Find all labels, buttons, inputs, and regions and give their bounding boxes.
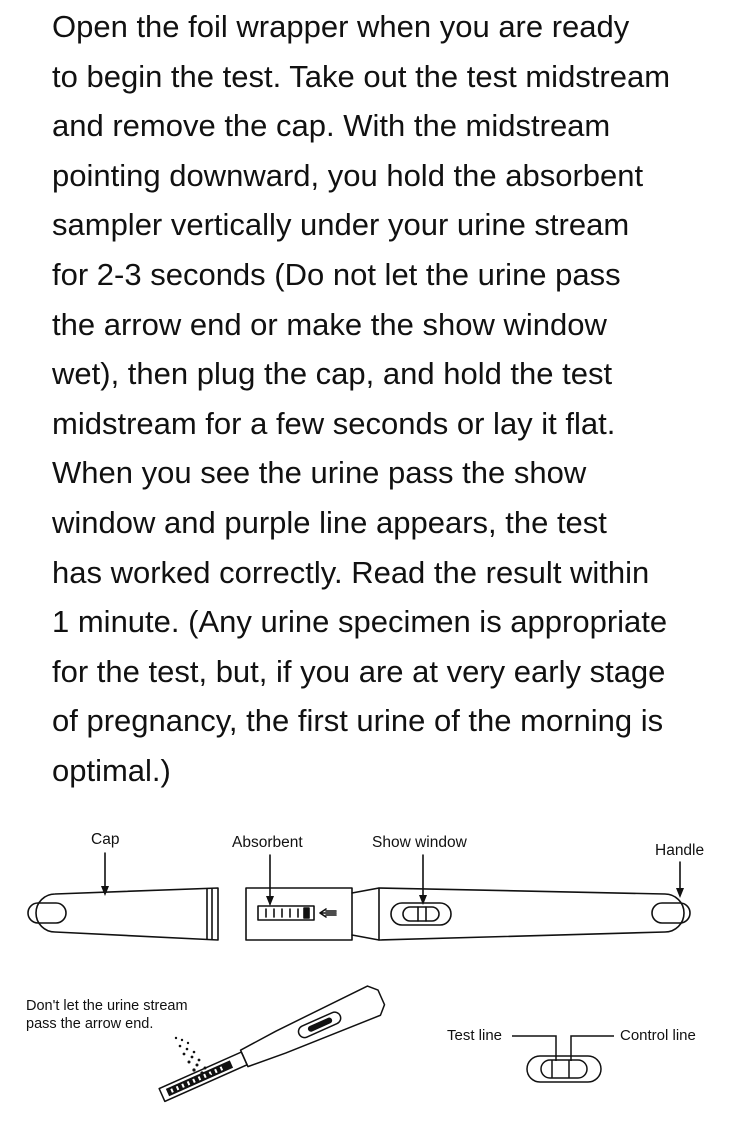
absorbent-label: Absorbent (232, 834, 303, 851)
show-window-label: Show window (372, 834, 467, 851)
instruction-line: 1 minute. (Any urine specimen is appropriate (52, 604, 668, 640)
instruction-line: optimal.) (52, 752, 171, 788)
instruction-line: wet), then plug the cap, and hold the test (52, 356, 613, 392)
midstream-drawing (246, 888, 690, 940)
cap-label: Cap (91, 831, 120, 848)
test-line-label: Test line (447, 1027, 503, 1044)
handle-label: Handle (655, 842, 705, 859)
instruction-line: Open the foil wrapper when you are ready (52, 9, 630, 44)
midstream-in-use-drawing (155, 983, 387, 1110)
warning-line-1: Don't let the urine stream (26, 998, 188, 1014)
instruction-line: midstream for a few seconds or lay it flat. (52, 405, 616, 441)
instruction-line: sampler vertically under your urine stream (52, 207, 630, 243)
instruction-line: and remove the cap. With the midstream (52, 108, 611, 144)
instruction-line: window and purple line appears, the test (52, 504, 607, 540)
instruction-line: for the test, but, if you are at very early stage (52, 653, 666, 689)
cap-drawing (28, 888, 218, 940)
instruction-line: for 2-3 seconds (Do not let the urine pass (52, 256, 621, 292)
instruction-line: When you see the urine pass the show (52, 455, 587, 491)
instruction-line: the arrow end or make the show window (52, 306, 607, 342)
warning-line-2: pass the arrow end. (26, 1016, 154, 1032)
result-window-drawing (512, 1036, 614, 1082)
pointer-lines (105, 853, 680, 904)
control-line-label: Control line (620, 1027, 696, 1044)
instruction-line: has worked correctly. Read the result within (52, 554, 650, 590)
instruction-line: to begin the test. Take out the test midstream (52, 58, 671, 94)
instruction-line: pointing downward, you hold the absorbent (52, 157, 644, 193)
instruction-line: of pregnancy, the first urine of the morning is (52, 703, 664, 739)
